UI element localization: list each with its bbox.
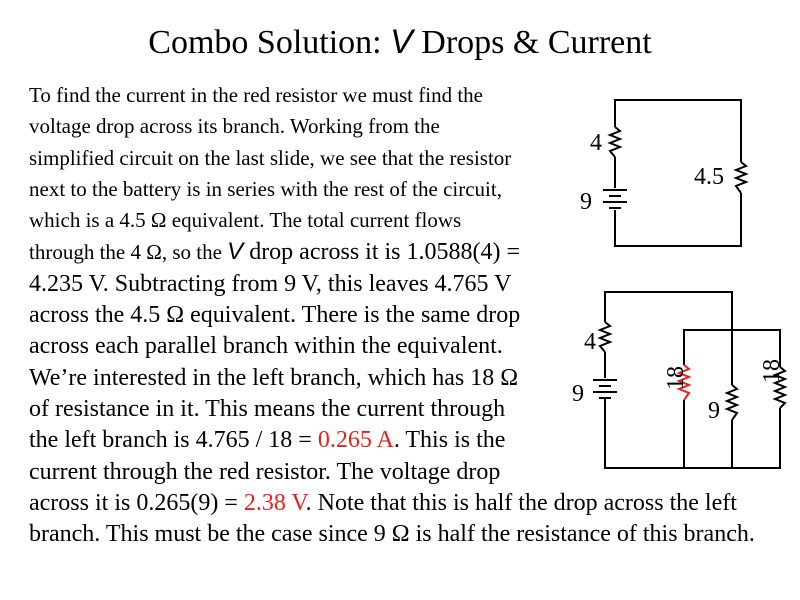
slide-title	[0, 22, 800, 63]
simplified-circuit-diagram	[560, 90, 780, 260]
top-wire	[605, 292, 732, 330]
paragraph-part-2: drop across it is 1.0588(4) = 4.235 V. Subtracting from 9 V, this leaves 4.765 V across the 4.5 Ω equivalent. There is the same drop across each parallel branch within the equivalent. We’re interested in the left branch, which has 18 Ω of resistance in it. This means the current through the left branch is 4.765 / 18 =	[29, 239, 521, 454]
bottom-wire	[615, 193, 741, 246]
title-pre: Combo Solution:	[148, 24, 391, 61]
battery-icon	[603, 190, 627, 208]
resistor-18-right-label: 18	[759, 359, 785, 383]
resistor-4-label: 4	[584, 329, 596, 355]
title-voltage-symbol: V	[390, 23, 413, 61]
paragraph-part-3: . This is the current through the red resistor. The voltage drop across it is 0.265(9) =	[29, 427, 506, 516]
paragraph-part-4: . Note that this is half the drop across the left branch. This must be the case since 9 Ω is half the resistance of this branch.	[29, 489, 755, 548]
resistor-9-icon	[727, 385, 737, 420]
battery-icon	[593, 380, 617, 398]
resistor-4-icon	[600, 322, 610, 352]
voltage-result: 2.38 V	[243, 489, 306, 516]
top-wire	[615, 100, 741, 162]
title-post: Drops & Current	[412, 24, 652, 61]
full-circuit-diagram	[560, 280, 795, 475]
resistor-4-icon	[610, 127, 620, 157]
voltage-symbol: V	[227, 238, 244, 266]
resistor-18-left-label: 18	[663, 366, 689, 390]
bottom-wire	[605, 398, 780, 468]
resistor-9-label: 9	[708, 398, 720, 424]
current-result: 0.265 A	[317, 427, 394, 454]
paragraph-part-1: To find the current in the red resistor we must find the voltage drop across its branch. Working from the simplified circuit on the last slide, we see that the resistor next to the battery is in series with the rest of the circuit, which is a 4.5 Ω equivalent. The total current flows through the 4 Ω, so the	[29, 83, 512, 265]
resistor-equivalent-icon	[736, 162, 746, 193]
battery-label: 9	[572, 381, 584, 407]
battery-label: 9	[580, 189, 592, 215]
resistor-4-label: 4	[590, 130, 602, 156]
equivalent-resistor-label: 4.5	[694, 164, 724, 190]
